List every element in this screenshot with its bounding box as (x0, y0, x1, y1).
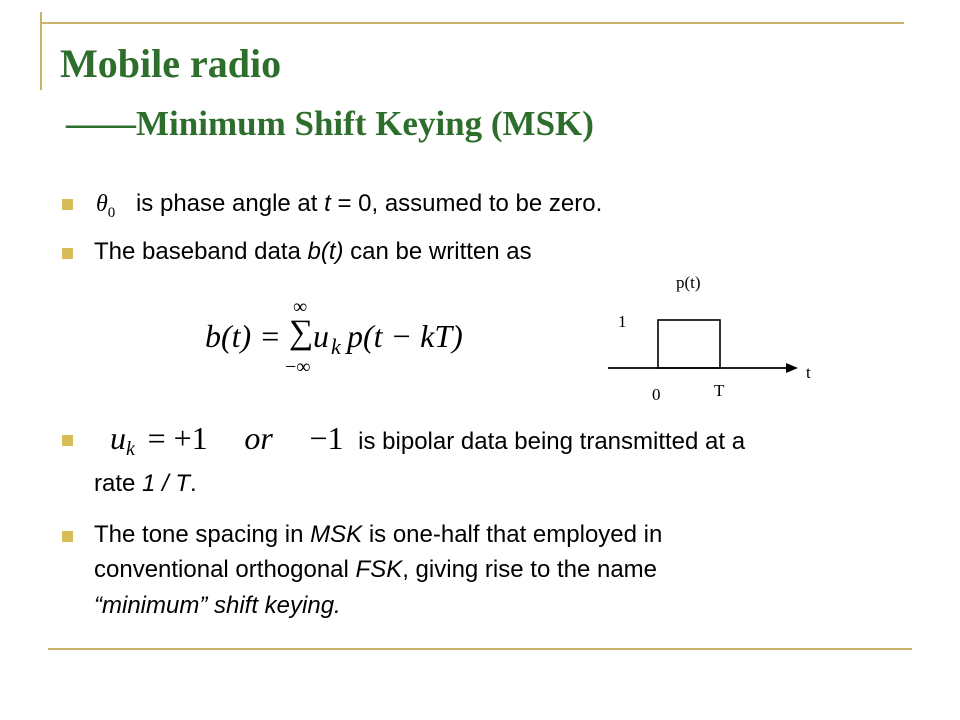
bullet-4-line-1 (94, 521, 662, 549)
bottom-rule (48, 648, 912, 650)
bullet-1-var-t: t (324, 190, 331, 217)
bullet-4-l1-b: is one-half that employed in (362, 521, 663, 548)
bipolar-u: u (110, 420, 126, 456)
bullet-4-l2-a: conventional orthogonal (94, 556, 356, 583)
pulse-t-label: T (714, 381, 725, 400)
bullet-4-fsk: FSK (355, 556, 403, 583)
bullet-2-text-a: The baseband data (94, 238, 308, 265)
bullet-3-text-a: is bipolar data being transmitted at a (358, 428, 746, 455)
bipolar-or: or (244, 420, 273, 456)
bullet-4-l1-a: The tone spacing in (94, 521, 311, 548)
equation-lower-limit: −∞ (285, 356, 311, 378)
pulse-axis-label: t (806, 363, 811, 382)
bullet-3-text-b: rate (94, 470, 143, 497)
baseband-equation (205, 296, 495, 380)
bullet-3-text-c: . (190, 470, 197, 497)
slide-title: Mobile radio (60, 41, 282, 86)
pulse-rectangle (658, 320, 720, 368)
bullet-2 (94, 238, 532, 266)
bullet-1 (96, 190, 602, 227)
theta-symbol: θ (96, 191, 108, 217)
equation-u-sub: k (331, 334, 341, 359)
bullet-marker-3 (62, 435, 73, 446)
bullet-3 (110, 420, 745, 467)
equation-upper-limit: ∞ (293, 296, 308, 318)
bullet-4-line-2 (94, 556, 657, 584)
bullet-4-line-3: “minimum” shift keying. (94, 592, 341, 619)
pulse-origin-label: 0 (652, 385, 661, 404)
bipolar-u-sub: k (126, 437, 135, 460)
bullet-3-rate: 1 / T (142, 470, 191, 497)
pulse-diagram (600, 262, 840, 412)
theta-subscript: 0 (107, 204, 116, 221)
bullet-1-text-a: is phase angle at (135, 190, 325, 217)
subtitle-dash: —— (66, 104, 136, 143)
pulse-y-label: 1 (618, 312, 627, 331)
time-axis-arrow (786, 363, 798, 373)
left-rule (40, 12, 42, 90)
bullet-marker-2 (62, 248, 73, 259)
bullet-2-var-bt: b(t) (307, 238, 344, 265)
bullet-4-l2-b: , giving rise to the name (402, 556, 658, 583)
equation-u: u (313, 318, 329, 354)
top-rule (40, 22, 904, 24)
bullet-2-text-b: can be written as (343, 238, 532, 265)
equation-rhs: p(t − kT) (347, 318, 463, 354)
pulse-title: p(t) (676, 273, 701, 292)
bullet-marker-1 (62, 199, 73, 210)
slide-subtitle (66, 104, 594, 144)
bullet-3-line-2 (94, 470, 197, 498)
bullet-marker-4 (62, 531, 73, 542)
bullet-4-msk: MSK (310, 521, 363, 548)
subtitle-text: Minimum Shift Keying (MSK) (136, 104, 594, 143)
equation-sum: ∑ (289, 314, 314, 351)
equation-lhs: b(t) = (205, 318, 281, 354)
bipolar-neg: −1 (309, 420, 344, 456)
bipolar-eq: = +1 (147, 420, 208, 456)
bullet-1-text-b: = 0, assumed to be zero. (330, 190, 603, 217)
